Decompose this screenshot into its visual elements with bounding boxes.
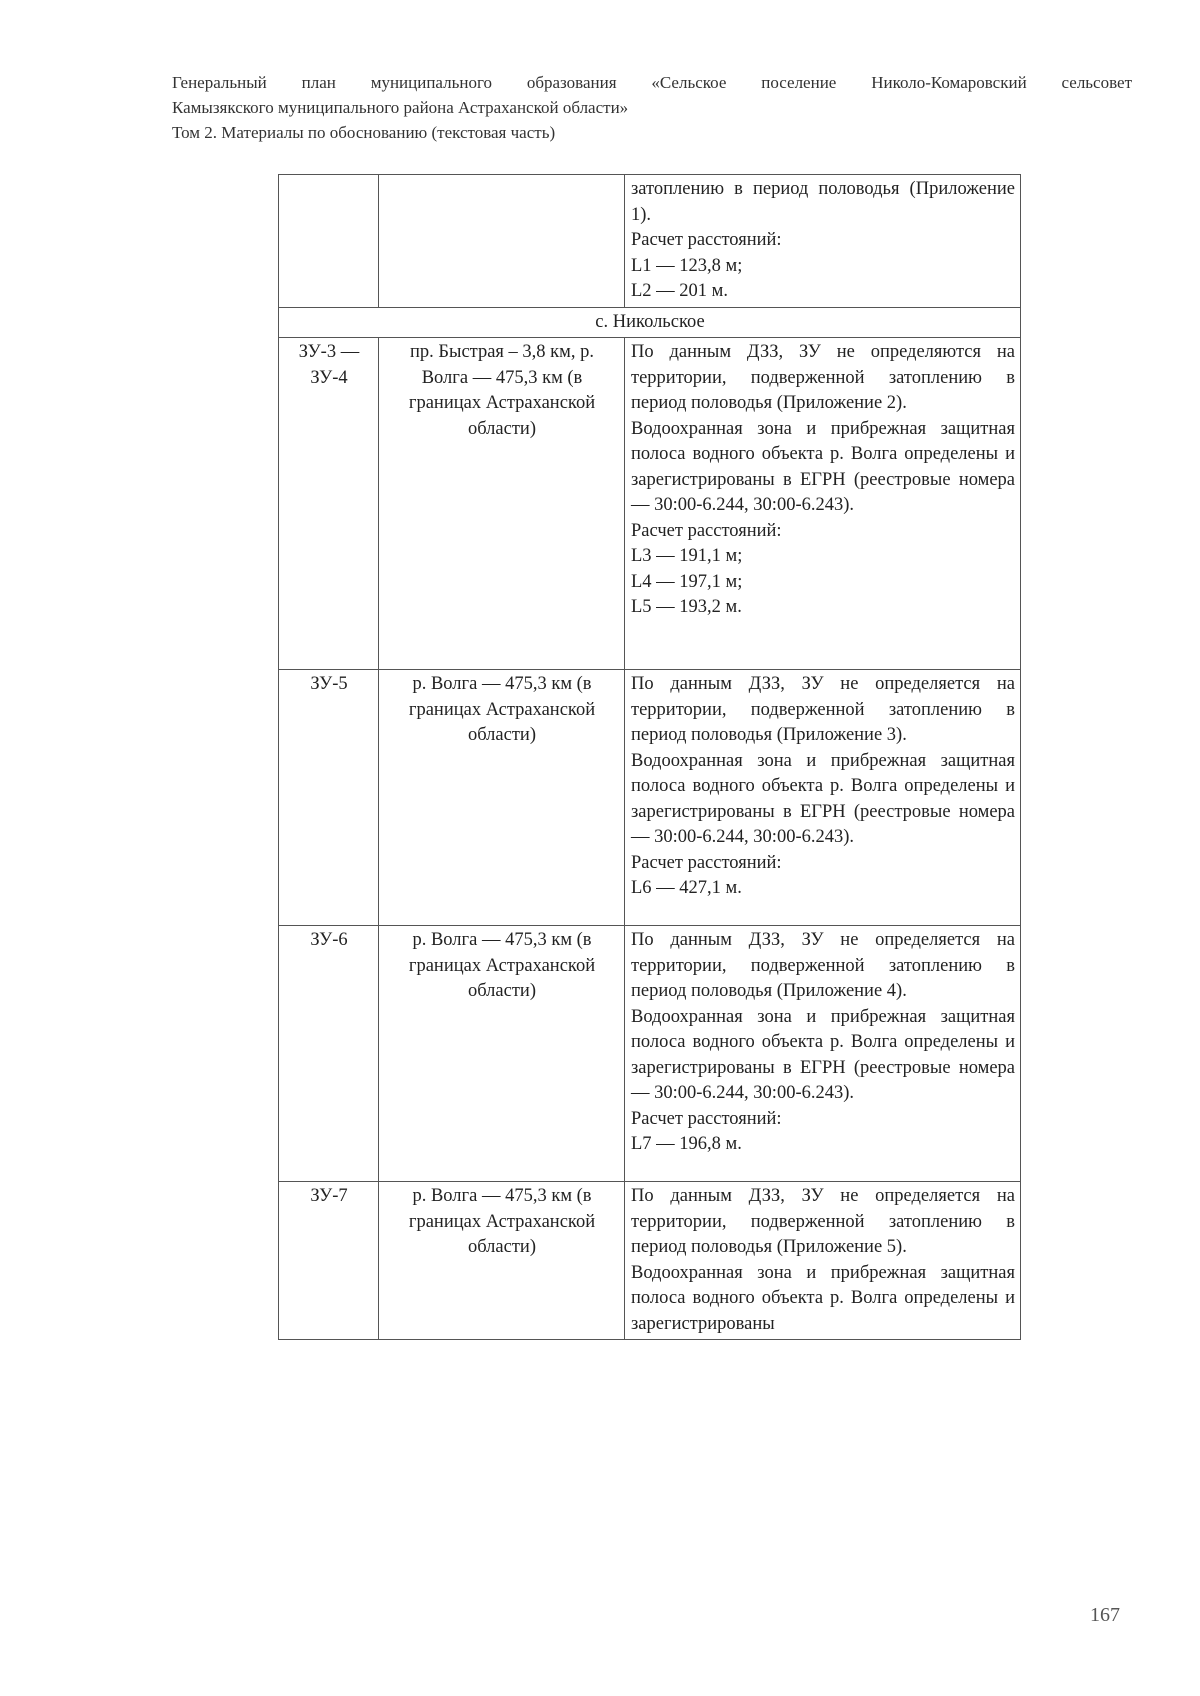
description-paragraph: L6 — 427,1 м. [631, 878, 742, 898]
description-cell [625, 926, 1021, 1182]
page-number: 167 [1090, 1604, 1120, 1626]
description-cell [625, 670, 1021, 926]
table-row [279, 1182, 1021, 1340]
water-object-cell: р. Волга — 475,3 км (в границах Астраханской области) [379, 1182, 625, 1340]
header-title-line1: Генеральный план муниципального образования «Сельское поселение Николо-Комаровский сельсовет [172, 73, 1132, 92]
settlement-row [279, 307, 1021, 338]
table-row [279, 670, 1021, 926]
description-paragraph: Расчет расстояний: [631, 520, 782, 541]
description-paragraph: L4 — 197,1 м; [631, 571, 743, 592]
water-object-cell: пр. Быстрая – 3,8 км, р. Волга — 475,3 км (в границах Астраханской области) [379, 338, 625, 670]
land-plots-table [278, 174, 1021, 1340]
settlement-name: с. Никольское [279, 307, 1021, 338]
description-paragraph: L3 — 191,1 м; [631, 546, 743, 566]
header-title-line2: Камызякского муниципального района Астраханской области» [172, 98, 629, 117]
description-paragraph: Водоохранная зона и прибрежная защитная полоса водного объекта р. Волга определены и зарегистрированы в ЕГРН (реестровые номера — 30:00-6.244, 30:00-6.243). [631, 750, 1015, 847]
description-cell [625, 1182, 1021, 1340]
water-object-cell: р. Волга — 475,3 км (в границах Астраханской области) [379, 670, 625, 926]
description-paragraph: Расчет расстояний: [631, 230, 782, 250]
description-paragraph: Водоохранная зона и прибрежная защитная полоса водного объекта р. Волга определены и зарегистрированы в ЕГРН (реестровые номера — 30:00-6.244, 30:00-6.243). [631, 1006, 1015, 1103]
plot-id-cell: ЗУ-5 [279, 670, 379, 926]
description-cell [625, 338, 1021, 670]
header-volume-line: Том 2. Материалы по обоснованию (текстовая часть) [172, 123, 556, 142]
description-paragraph: По данным ДЗЗ, ЗУ не определяется на территории, подверженной затоплению в период половодья (Приложение 5). [631, 1186, 1015, 1257]
table-row [279, 926, 1021, 1182]
plot-id-cell [279, 175, 379, 308]
description-paragraph: Водоохранная зона и прибрежная защитная полоса водного объекта р. Волга определены и зарегистрированы [631, 1262, 1015, 1334]
description-paragraph: Расчет расстояний: [631, 1108, 782, 1129]
description-cell [625, 175, 1021, 308]
plot-id-cell: ЗУ-7 [279, 1182, 379, 1340]
document-header [172, 70, 1132, 145]
plot-id-cell: ЗУ-6 [279, 926, 379, 1182]
description-paragraph: L7 — 196,8 м. [631, 1134, 742, 1154]
description-paragraph: L2 — 201 м. [631, 281, 729, 301]
description-paragraph: L1 — 123,8 м; [631, 255, 743, 276]
table-row [279, 338, 1021, 670]
description-paragraph: По данным ДЗЗ, ЗУ не определяется на территории, подверженной затоплению в период половодья (Приложение 3). [631, 674, 1015, 745]
description-paragraph: По данным ДЗЗ, ЗУ не определяются на территории, подверженной затоплению в период половодья (Приложение 2). [631, 342, 1015, 413]
description-paragraph: По данным ДЗЗ, ЗУ не определяется на территории, подверженной затоплению в период половодья (Приложение 4). [631, 930, 1015, 1001]
table-row [279, 175, 1021, 308]
description-paragraph: Водоохранная зона и прибрежная защитная полоса водного объекта р. Волга определены и зарегистрированы в ЕГРН (реестровые номера — 30:00-6.244, 30:00-6.243). [631, 418, 1015, 515]
description-paragraph: затоплению в период половодья (Приложение 1). [631, 179, 1015, 225]
description-paragraph: Расчет расстояний: [631, 852, 782, 873]
water-object-cell: р. Волга — 475,3 км (в границах Астраханской области) [379, 926, 625, 1182]
description-paragraph: L5 — 193,2 м. [631, 597, 742, 617]
water-object-cell [379, 175, 625, 308]
plot-id-cell: ЗУ-3 — ЗУ-4 [279, 338, 379, 670]
